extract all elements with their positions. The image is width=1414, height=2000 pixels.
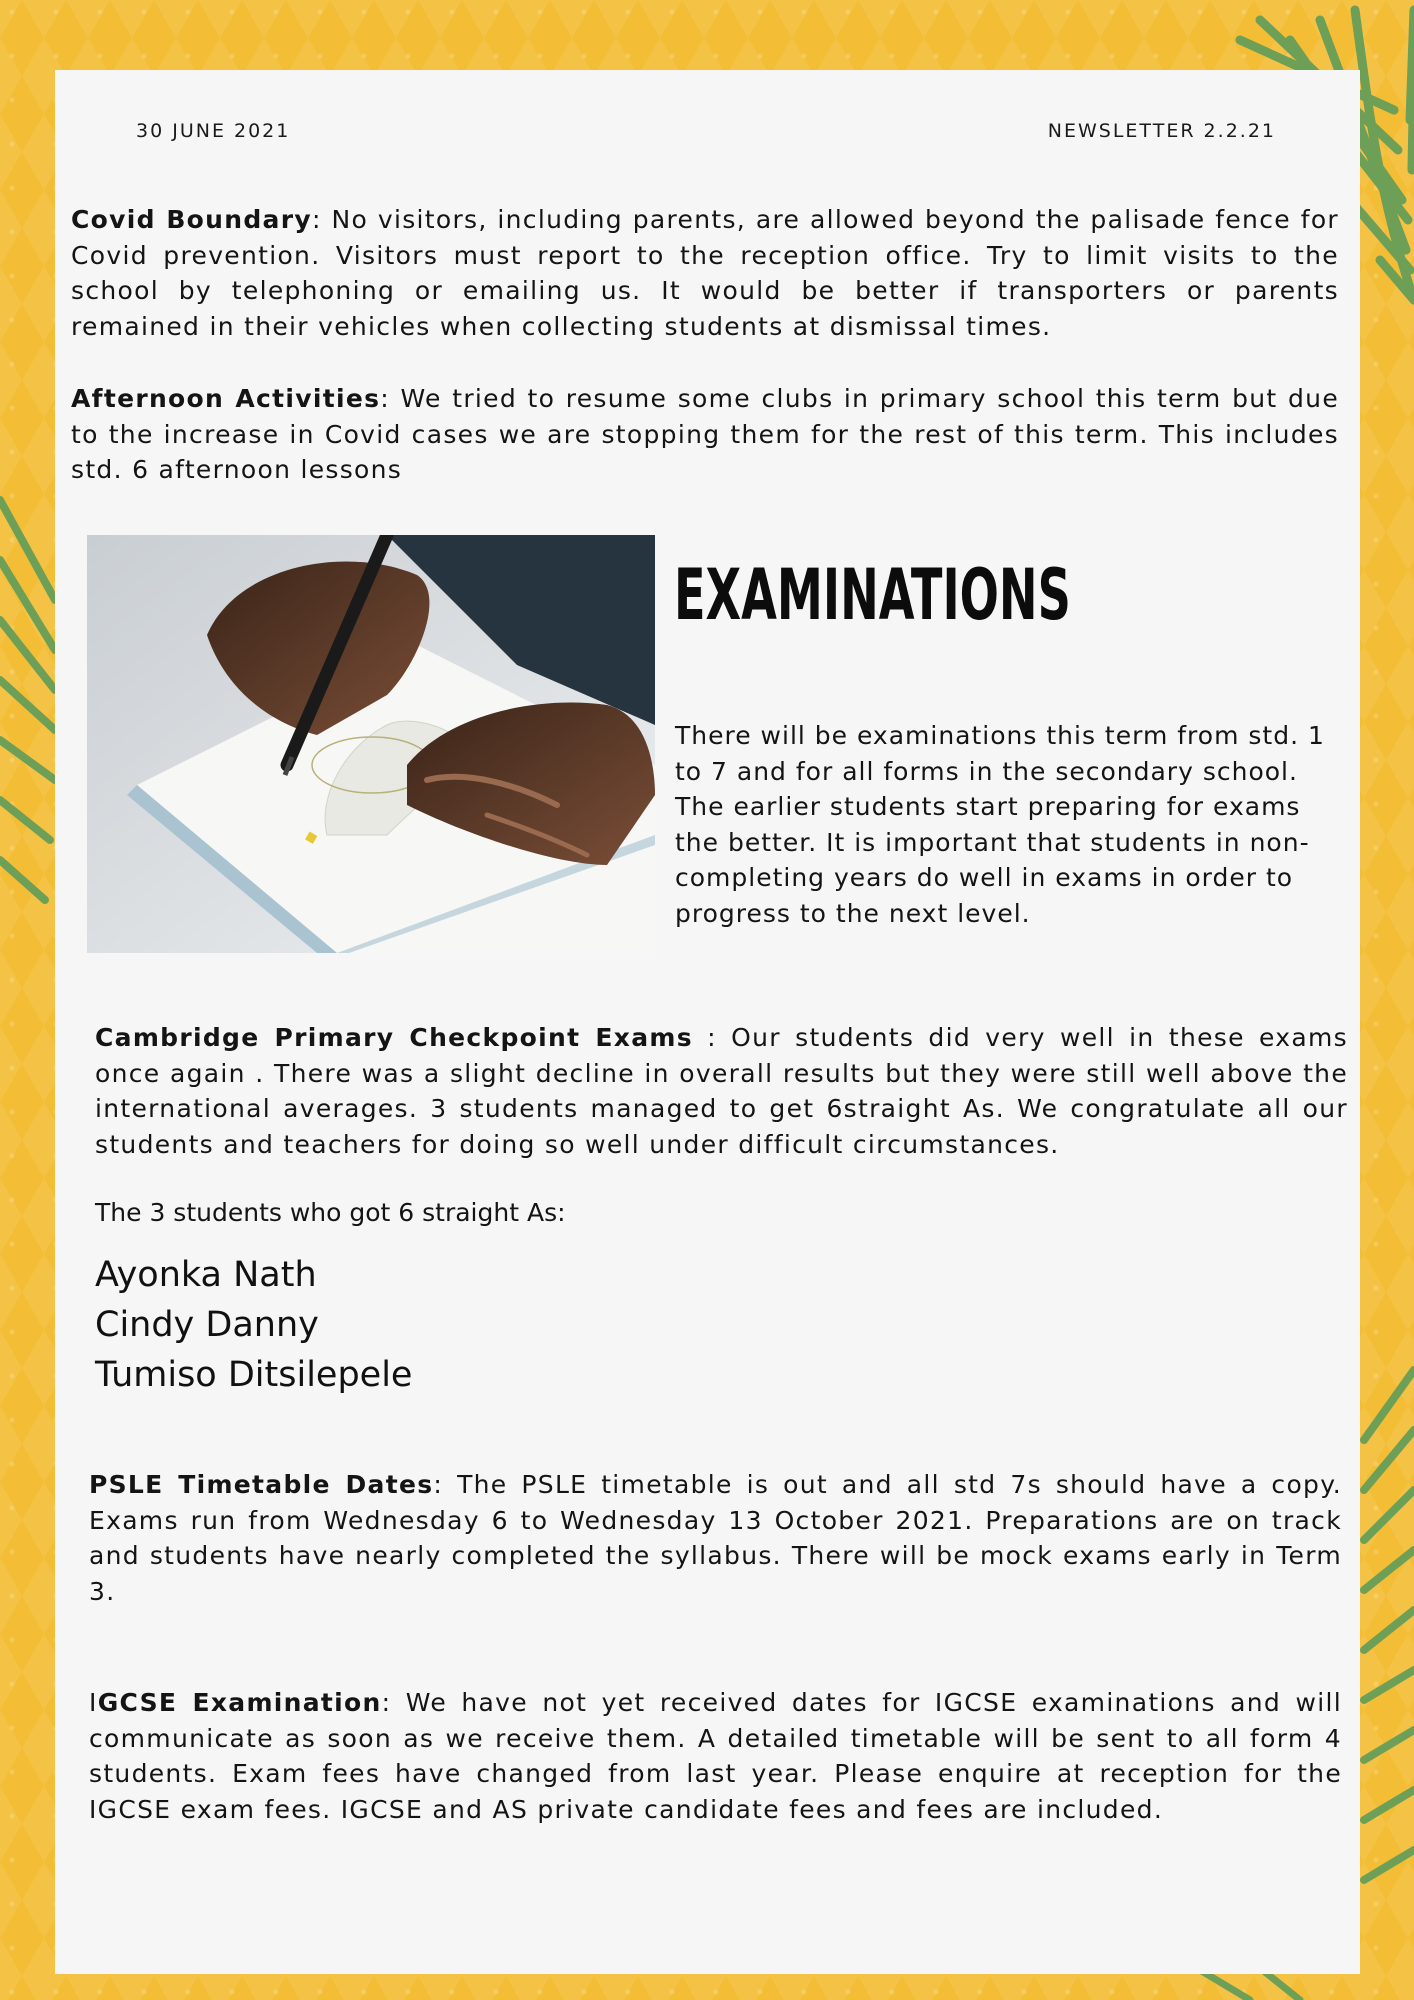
psle-timetable-title: PSLE Timetable Dates <box>89 1470 434 1499</box>
igcse-examination-text: : We have not yet received dates for IGCSE examinations and will communicate as soon as we receive them. A detailed timetable will be sent to all form 4 students. Exam fees have changed from last year. Please enquire at reception for the IGCSE exam fees. IGCSE and AS private candidate fees and fees are included. <box>89 1688 1342 1824</box>
psle-timetable-text: : The PSLE timetable is out and all std 7s should have a copy. Exams run from Wednesday 6 to Wednesday 13 October 2021. Preparations are on track and students have nearly completed the syllabus. There will be mock exams early in Term 3. <box>89 1470 1342 1606</box>
cambridge-checkpoint-paragraph <box>95 1020 1348 1162</box>
student-name: Ayonka Nath <box>95 1255 317 1295</box>
palm-leaf-left-icon <box>0 480 60 920</box>
igcse-examination-paragraph <box>89 1685 1342 1827</box>
newsletter-number: NEWSLETTER 2.2.21 <box>1047 120 1276 142</box>
student-name: Tumiso Ditsilepele <box>95 1355 413 1395</box>
examinations-text: There will be examinations this term from std. 1 to 7 and for all forms in the secondary school. The earlier students start preparing for exams the better. It is important that students in non-completing years do well in exams in order to progress to the next level. <box>675 721 1325 928</box>
igcse-title-prefix: I <box>89 1688 98 1717</box>
newsletter-page <box>55 70 1360 1974</box>
students-list-intro: The 3 students who got 6 straight As: <box>95 1198 566 1227</box>
student-names-list <box>95 1250 412 1400</box>
newsletter-date: 30 JUNE 2021 <box>136 120 291 142</box>
igcse-examination-title: GCSE Examination <box>97 1688 382 1717</box>
covid-boundary-text: : No visitors, including parents, are allowed beyond the palisade fence for Covid prevention. Visitors must report to the reception office. Try to limit visits to the school by telephoning or emailing us. It would be better if transporters or parents remained in their vehicles when collecting students at dismissal times. <box>71 205 1339 341</box>
palm-leaf-right-icon <box>1360 1350 1414 1950</box>
afternoon-activities-paragraph <box>71 381 1339 488</box>
psle-timetable-paragraph <box>89 1467 1342 1609</box>
student-name: Cindy Danny <box>95 1305 319 1345</box>
covid-boundary-paragraph <box>71 202 1339 344</box>
writing-hands-photo <box>87 535 655 953</box>
afternoon-activities-title: Afternoon Activities <box>71 384 381 413</box>
examinations-heading: EXAMINATIONS <box>674 554 1071 636</box>
cambridge-checkpoint-title: Cambridge Primary Checkpoint Exams <box>95 1023 693 1052</box>
covid-boundary-title: Covid Boundary <box>71 205 312 234</box>
cambridge-checkpoint-text: : Our students did very well in these exams once again . There was a slight decline in overall results but they were still well above the international averages. 3 students managed to get 6straight As. We congratulate all our students and teachers for doing so well under difficult circumstances. <box>95 1023 1348 1159</box>
afternoon-activities-text: : We tried to resume some clubs in primary school this term but due to the increase in Covid cases we are stopping them for the rest of this term. This includes std. 6 afternoon lessons <box>71 384 1339 484</box>
